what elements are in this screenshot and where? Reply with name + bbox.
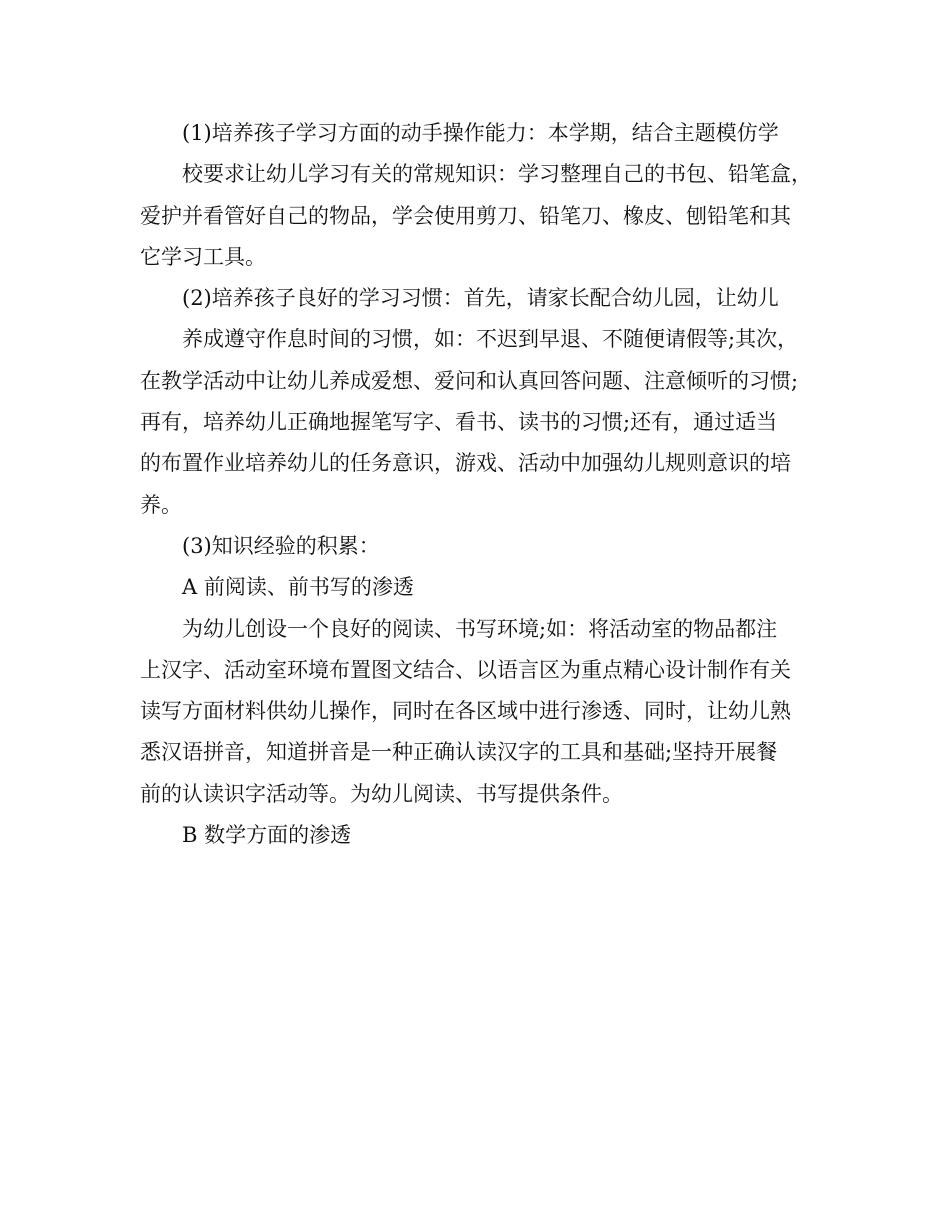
paragraph-1	[140, 113, 812, 278]
document-body	[140, 113, 812, 856]
paragraph-2	[140, 278, 812, 526]
text-line: (1)培养孩子学习方面的动手操作能力：本学期，结合主题模仿学	[182, 121, 779, 145]
paragraph-6	[140, 815, 812, 856]
text-line: 悉汉语拼音，知道拼音是一种正确认读汉字的工具和基础;坚持开展餐	[140, 740, 778, 765]
text-line: 前的认读识字活动等。为幼儿阅读、书写提供条件。	[140, 781, 623, 806]
paragraph-5	[140, 609, 812, 815]
text-line: 再有，培养幼儿正确地握笔写字、看书、读书的习惯;还有，通过适当	[140, 410, 778, 435]
text-line: (2)培养孩子良好的学习习惯：首先，请家长配合幼儿园，让幼儿	[182, 286, 779, 311]
text-line: 上汉字、活动室环境布置图文结合、以语言区为重点精心设计制作有关	[140, 657, 791, 682]
paragraph-4	[140, 567, 812, 608]
text-line: A 前阅读、前书写的渗透	[182, 575, 414, 600]
text-line: B 数学方面的渗透	[182, 823, 352, 848]
paragraph-3	[140, 526, 812, 567]
text-line: 爱护并看管好自己的物品，学会使用剪刀、铅笔刀、橡皮、刨铅笔和其	[140, 203, 791, 228]
text-line: 的布置作业培养幼儿的任务意识，游戏、活动中加强幼儿规则意识的培	[140, 451, 791, 476]
text-line: 它学习工具。	[140, 244, 266, 269]
text-line: 养成遵守作息时间的习惯，如：不迟到早退、不随便请假等;其次，	[182, 327, 799, 352]
text-line: 读写方面材料供幼儿操作，同时在各区域中进行渗透、同时，让幼儿熟	[140, 699, 791, 724]
text-line: (3)知识经验的积累：	[182, 533, 380, 558]
text-line: 为幼儿创设一个良好的阅读、书写环境;如：将活动室的物品都注	[182, 616, 778, 641]
text-line: 在教学活动中让幼儿养成爱想、爱问和认真回答问题、注意倾听的习惯;	[140, 368, 799, 393]
text-line: 养。	[140, 492, 182, 517]
text-line: 校要求让幼儿学习有关的常规知识：学习整理自己的书包、铅笔盒，	[182, 162, 812, 187]
